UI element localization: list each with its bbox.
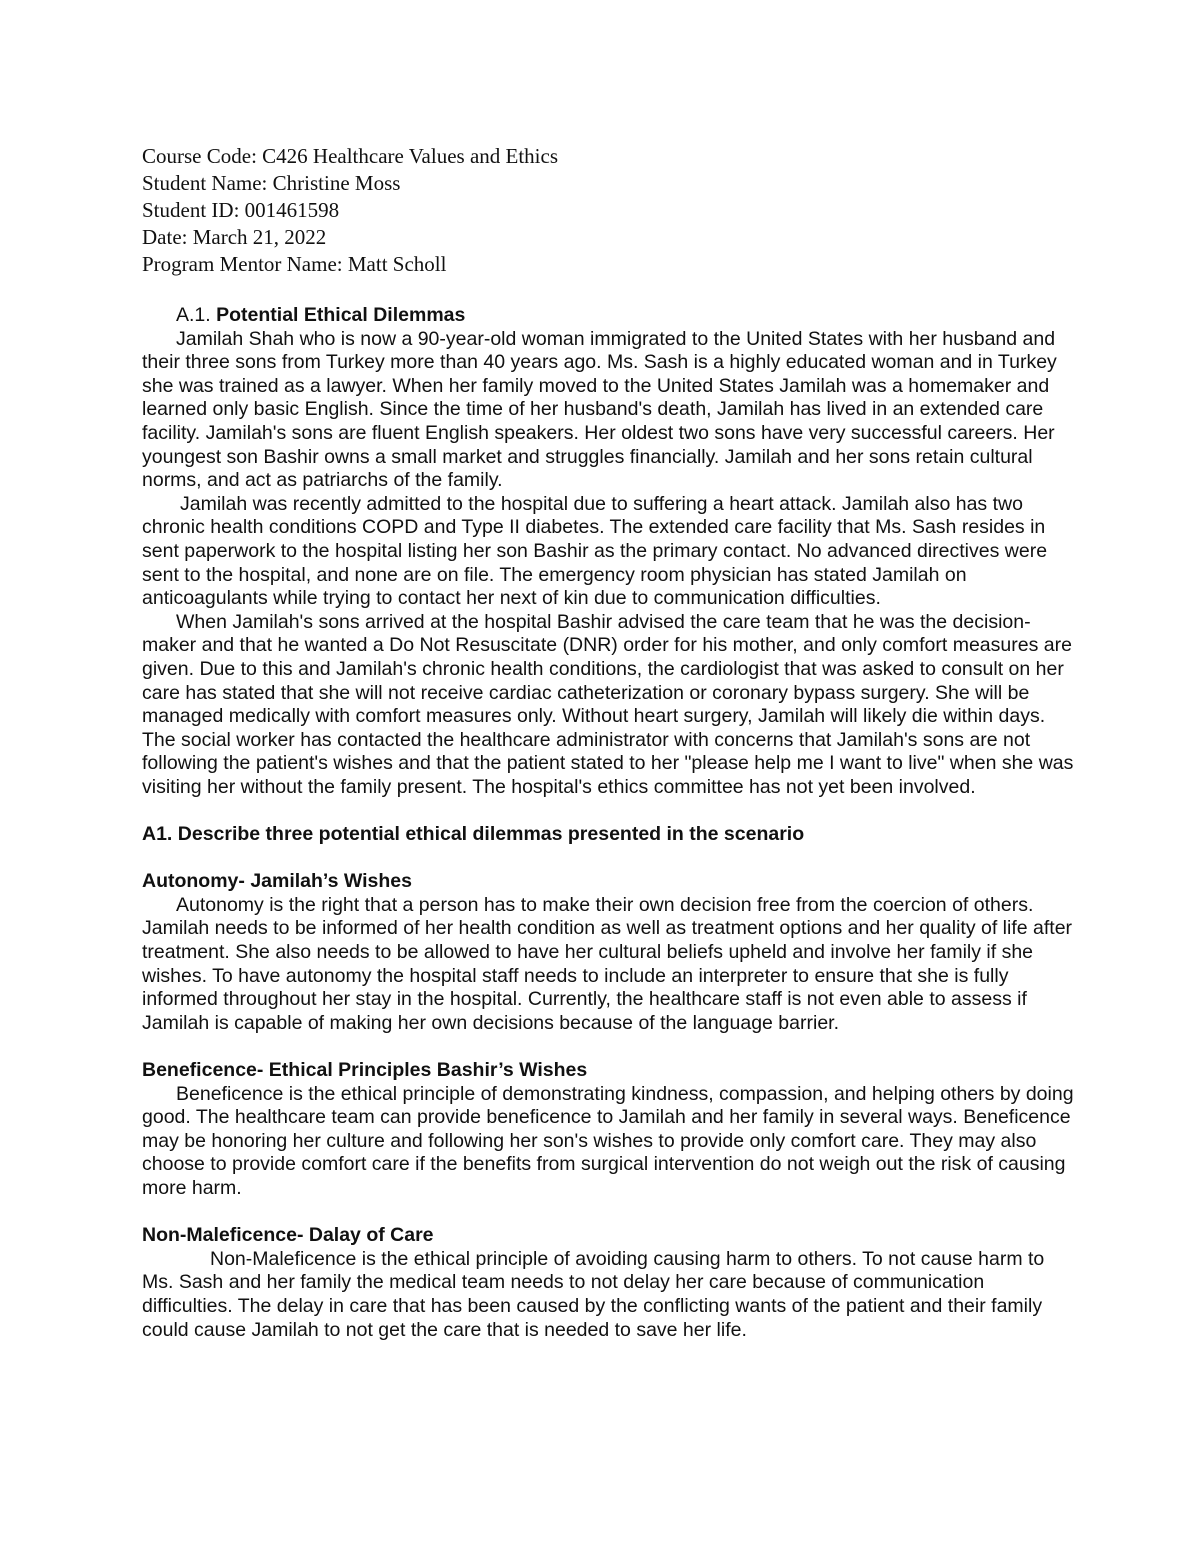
dilemma-heading-beneficence: Beneficence- Ethical Principles Bashir’s Wishes: [142, 1059, 588, 1081]
scenario-paragraph-1: Jamilah Shah who is now a 90-year-old woman immigrated to the United States with her husband and their three sons from Turkey more than 40 years ago. Ms. Sash is a highly educated woman and in Turkey she was trained as a lawyer. When her family moved to the United States Jamilah was a homemaker and learned only basic English. Since the time of her husband's death, Jamilah has lived in an extended care facility. Jamilah's sons are fluent English speakers. Her oldest two sons have very successful careers. Her youngest son Bashir owns a small market and struggles financially. Jamilah and her sons retain cultural norms, and act as patriarchs of the family.: [142, 327, 1057, 492]
dilemma-text-beneficence: Beneficence is the ethical principle of demonstrating kindness, compassion, and helping others by doing good. The healthcare team can provide beneficence to Jamilah and her family in several ways. Beneficence may be honoring her culture and following her son's wishes to provide only comfort care. They may also choose to provide comfort care if the benefits from surgical intervention do not weigh out the risk of causing more harm.: [142, 1082, 1074, 1199]
student-id: Student ID: 001461598: [142, 198, 340, 222]
dilemma-text-non-maleficence: Non-Maleficence is the ethical principle of avoiding causing harm to others. To not cause harm to Ms. Sash and her family the medical team needs to not delay her care because of communication difficulties. The delay in care that has been caused by the conflicting wants of the patient and their family could cause Jamilah to not get the care that is needed to save her life.: [142, 1247, 1045, 1341]
scenario-paragraph-3: When Jamilah's sons arrived at the hospital Bashir advised the care team that he was the decision-maker and that he wanted a Do Not Resuscitate (DNR) order for his mother, and only comfort measures are given. Due to this and Jamilah's chronic health conditions, the cardiologist that was asked to consult on her care has stated that she will not receive cardiac catheterization or coronary bypass surgery. She will be managed medically with comfort measures only. Without heart surgery, Jamilah will likely die within days. The social worker has contacted the healthcare administrator with concerns that Jamilah's sons are not following the patient's wishes and that the patient stated to her "please help me I want to live" when she was visiting her without the family present. The hospital's ethics committee has not yet been involved.: [142, 610, 1074, 798]
date: Date: March 21, 2022: [142, 225, 327, 249]
course-code: Course Code: C426 Healthcare Values and Ethics: [142, 144, 559, 168]
section-a1-title: [142, 304, 1077, 328]
prompt-heading: A1. Describe three potential ethical dilemmas presented in the scenario: [142, 823, 805, 846]
scenario-paragraph-2: Jamilah was recently admitted to the hospital due to suffering a heart attack. Jamilah also has two chronic health conditions COPD and Type II diabetes. The extended care facility that Ms. Sash resides in sent paperwork to the hospital listing her son Bashir as the primary contact. No advanced directives were sent to the hospital, and none are on file. The emergency room physician has stated Jamilah on anticoagulants while trying to contact her next of kin due to communication difficulties.: [142, 492, 1048, 610]
student-name: Student Name: Christine Moss: [142, 171, 401, 195]
document-header: [142, 143, 1077, 278]
program-mentor: Program Mentor Name: Matt Scholl: [142, 252, 447, 276]
dilemma-text-autonomy: Autonomy is the right that a person has to make their own decision free from the coercion of others. Jamilah needs to be informed of her health condition as well as treatment options and her quality of life after treatment. She also needs to be allowed to have her cultural beliefs upheld and involve her family if she wishes. To have autonomy the hospital staff needs to include an interpreter to ensure that she is fully informed throughout her stay in the hospital. Currently, the healthcare staff is not even able to assess if Jamilah is capable of making her own decisions because of the language barrier.: [142, 893, 1073, 1034]
section-number: A.1.: [176, 304, 217, 326]
dilemma-heading-autonomy: Autonomy- Jamilah’s Wishes: [142, 870, 412, 893]
dilemma-heading-non-maleficence: Non-Maleficence- Dalay of Care: [142, 1224, 434, 1247]
document-page: [142, 143, 1077, 1342]
section-heading: Potential Ethical Dilemmas: [216, 304, 466, 326]
